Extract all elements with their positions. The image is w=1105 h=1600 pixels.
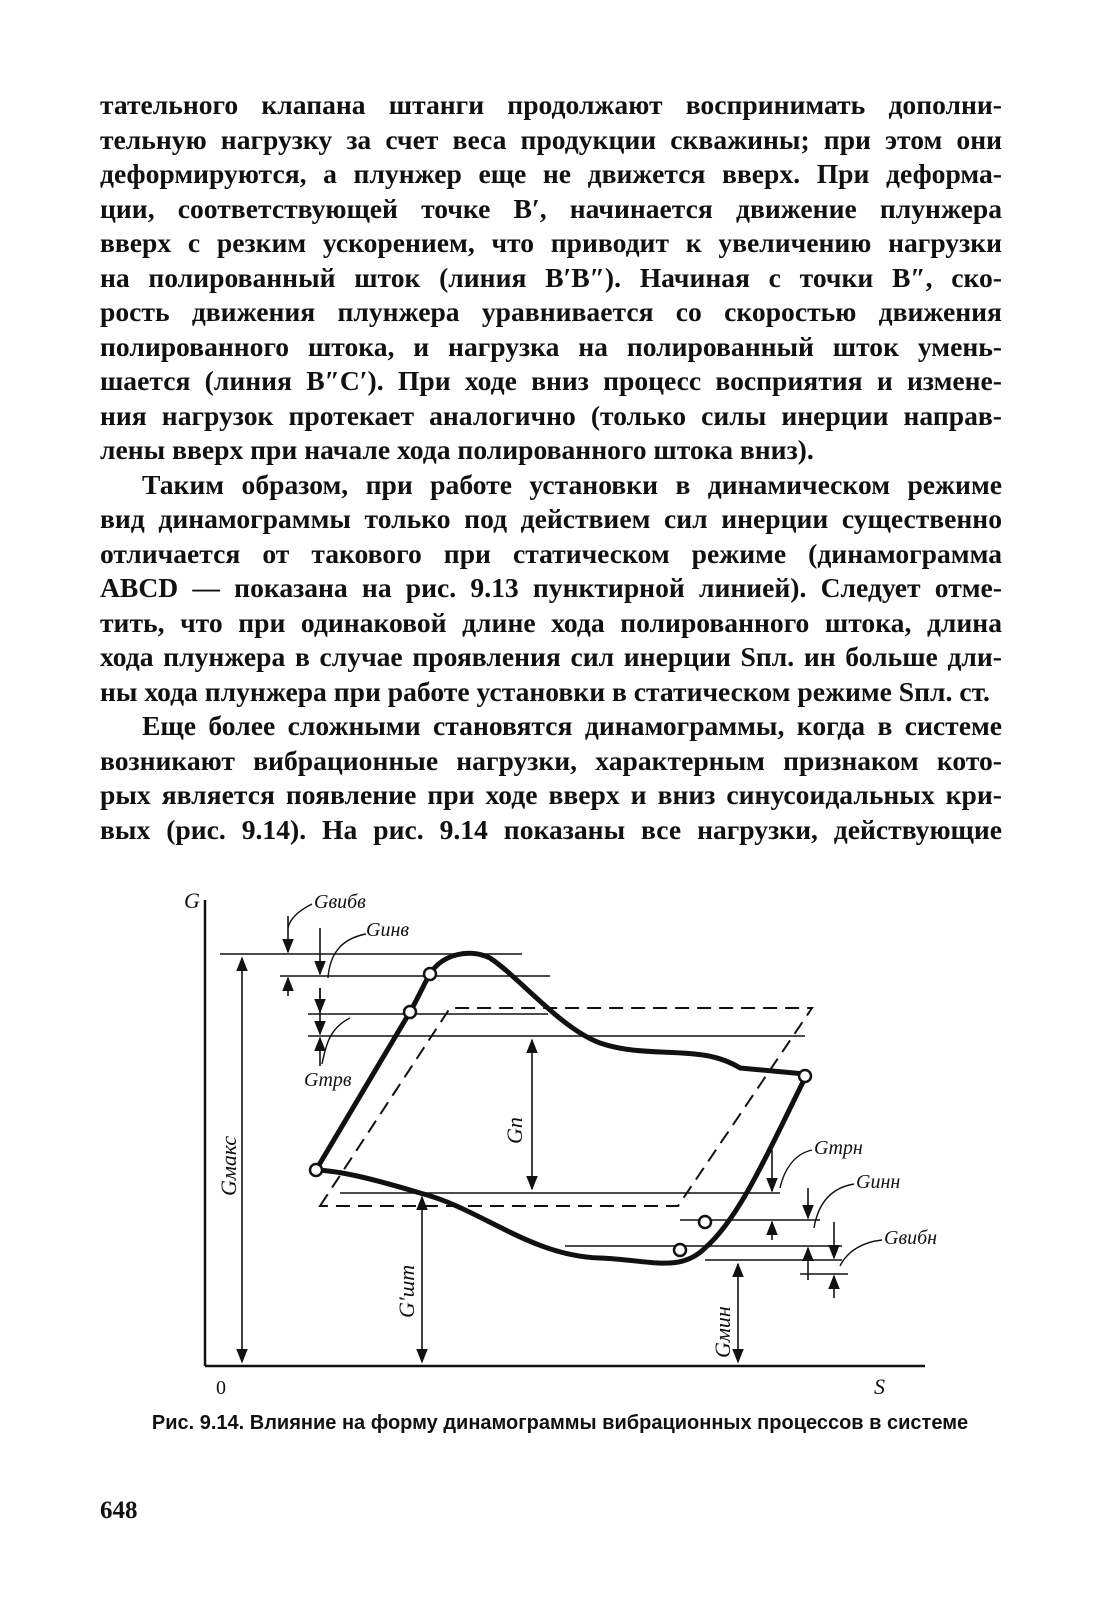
g-min-label: Gмин [710, 1306, 735, 1358]
paragraph-2-line-1: Таким образом, при работе установки в динамическом режиме [142, 468, 1002, 500]
paragraph-1-line-9: шается (линия B″C′). При ходе вниз процесс восприятия и измене- [100, 365, 1002, 396]
g-inn-label: Gинн [856, 1171, 901, 1193]
g-trv-label: Gтрв [304, 1069, 352, 1091]
paragraph-3-line-1: Еще более сложными становятся динамограммы, когда в системе [142, 710, 1002, 741]
g-inv-leader [328, 934, 366, 978]
g-vibn-leader [840, 1240, 882, 1266]
g-sht-label: G′шт [394, 1264, 419, 1318]
paragraph-2-line-6: хода плунжера в случае проявления сил инерции Sпл. ин больше дли- [100, 641, 1002, 672]
point-lower-1 [699, 1216, 711, 1228]
paragraph-1-line-5: вверх с резким ускорением, что приводит к увеличению нагрузки [100, 227, 1002, 258]
paragraph-1-line-6: на полированный шток (линия B′B″). Начиная с точки B″, ско- [100, 261, 1002, 293]
paragraph-2-line-2: вид динамограммы только под действием сил инерции существенно [100, 503, 1002, 534]
body-text [100, 88, 1002, 847]
origin-label: 0 [216, 1377, 226, 1399]
paragraph-3-line-2: возникают вибрационные нагрузки, характерным признаком кото- [100, 744, 1002, 776]
paragraph-3-line-3: рых является появление при ходе вверх и вниз синусоидальных кри- [100, 779, 1002, 810]
paragraph-1-line-3: деформируются, а плунжер еще не движется вверх. При деформа- [100, 158, 1002, 189]
paragraph-1-line-8: полированного штока, и нагрузка на полированный шток умень- [100, 330, 1002, 362]
point-lower-2 [674, 1244, 686, 1256]
g-trn-leader [780, 1150, 812, 1188]
g-trv-leader [322, 1018, 350, 1064]
paragraph-2-line-7: ны хода плунжера при работе установки в статическом режиме Sпл. ст. [100, 675, 990, 707]
point-right [799, 1070, 811, 1082]
paragraph-1-line-1: тательного клапана штанги продолжают воспринимать дополни- [100, 89, 1002, 120]
point-upper-1 [404, 1006, 416, 1018]
g-vibn-label: Gвибн [884, 1227, 938, 1249]
g-vibv-label: Gвибв [314, 891, 366, 913]
g-maks-label: Gмакс [216, 1135, 241, 1196]
g-inv-label: Gинв [366, 919, 410, 941]
point-lower-left [310, 1164, 322, 1176]
page-number: 648 [100, 1497, 138, 1524]
s-axis-label: S [874, 1374, 885, 1399]
dynamogram-curve [316, 953, 805, 1263]
paragraph-1-line-4: ции, соответствующей точке B′, начинается движение плунжера [100, 192, 1002, 224]
g-axis-label: G [184, 888, 200, 913]
g-inn-leader [814, 1184, 854, 1228]
g-vibv-leader [288, 904, 312, 928]
paragraph-1-line-2: тельную нагрузку за счет веса продукции скважины; при этом они [100, 123, 1002, 155]
point-upper-2 [424, 968, 436, 980]
paragraph-1-line-11: лены вверх при начале хода полированного штока вниз). [100, 434, 814, 465]
paragraph-2-line-5: тить, что при одинаковой длине хода полированного штока, длина [100, 606, 1002, 638]
paragraph-2-line-3: отличается от такового при статическом режиме (динамограмма [100, 537, 1002, 569]
paragraph-1-line-7: рость движения плунжера уравнивается со скоростью движения [100, 296, 1002, 327]
g-trn-label: Gтрн [814, 1137, 863, 1159]
paragraph-3-line-4: вых (рис. 9.14). На рис. 9.14 показаны все нагрузки, действующие [100, 813, 1002, 845]
g-p-label: Gп [502, 1117, 527, 1144]
figure-caption: Рис. 9.14. Влияние на форму динамограммы вибрационных процессов в системе [151, 1412, 969, 1434]
paragraph-2-line-4: ABCD — показана на рис. 9.13 пунктирной линией). Следует отме- [100, 572, 1002, 603]
dynamogram-diagram [180, 888, 970, 1408]
dynamogram-figure [180, 888, 970, 1408]
paragraph-1-line-10: ния нагрузок протекает аналогично (только силы инерции направ- [100, 399, 1002, 431]
